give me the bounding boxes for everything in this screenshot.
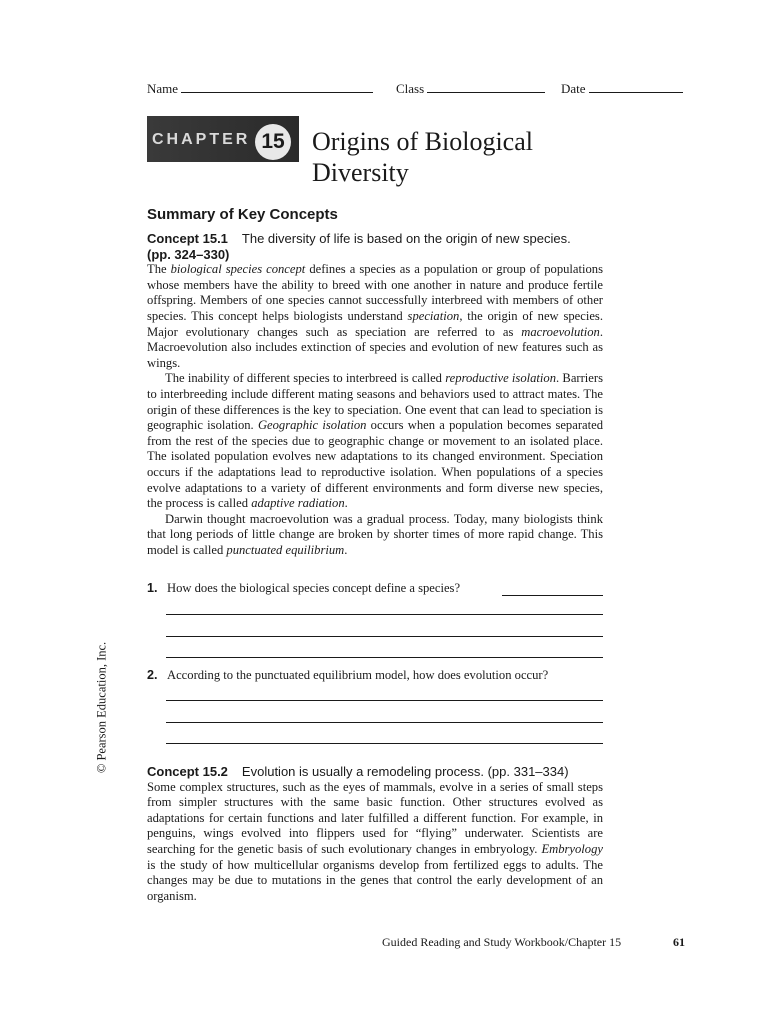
concept-15-1-pages: (pp. 324–330) bbox=[147, 246, 230, 262]
concept-15-1-para1: The biological species concept defines a species as a population or group of populations whose members have the ability to breed with one another in nature and produce fertile offspring. Members of one species cannot successfully interbreed with members of other species. This concept helps biologists understand speciation, the origin of new species. Major evolutionary changes such as speciation are referred to as macroevolution. Macroevolution also includes extinction of species and evolution of new features such as wings. bbox=[147, 262, 604, 370]
question-1-text: How does the biological species concept define a species? bbox=[167, 581, 461, 595]
term-speciation: speciation bbox=[407, 308, 460, 323]
answer-2-line-1[interactable] bbox=[166, 700, 603, 701]
chapter-title-line1: Origins of Biological bbox=[312, 127, 533, 156]
name-input-line[interactable] bbox=[181, 80, 373, 93]
class-field-row bbox=[396, 80, 545, 97]
question-1-number: 1. bbox=[147, 581, 158, 595]
class-label: Class bbox=[396, 81, 425, 96]
term-biological-species-concept: biological species concept bbox=[170, 262, 306, 277]
concept-15-1-label: Concept 15.1 bbox=[147, 231, 228, 246]
term-adaptive-radiation: adaptive radiation bbox=[251, 496, 345, 511]
date-input-line[interactable] bbox=[589, 80, 683, 93]
answer-1-line-0[interactable] bbox=[502, 595, 603, 596]
concept-15-2-label: Concept 15.2 bbox=[147, 764, 228, 779]
name-field-row bbox=[147, 80, 373, 97]
concept-15-2-para: Some complex structures, such as the eyes of mammals, evolve in a series of small steps from simpler structures with the same basic function. Other structures evolved as adaptations for certain functions and later fulfilled a different function. For example, in penguins, wings evolved into flippers used for “flying” underwater. Scientists are searching for the genetic basis of such evolutionary changes in embryology. Embryology is the study of how multicellular organisms develop from fertilized eggs to adults. The changes may be due to mutations in the genes that control the early development of an organism. bbox=[147, 779, 603, 903]
concept-15-1-description: The diversity of life is based on the origin of new species. bbox=[241, 231, 571, 246]
term-macroevolution: macroevolution bbox=[521, 324, 600, 339]
question-1 bbox=[147, 581, 460, 596]
concept-15-2-description: Evolution is usually a remodeling process. (pp. 331–334) bbox=[241, 764, 569, 779]
term-reproductive-isolation: reproductive isolation bbox=[445, 371, 557, 386]
question-2 bbox=[147, 668, 548, 683]
question-2-text: According to the punctuated equilibrium model, how does evolution occur? bbox=[167, 668, 549, 682]
term-geographic-isolation: Geographic isolation bbox=[257, 418, 367, 433]
chapter-title bbox=[312, 126, 612, 188]
answer-2-line-2[interactable] bbox=[166, 722, 603, 723]
term-punctuated-equilibrium: punctuated equilibrium bbox=[226, 542, 345, 557]
term-embryology: Embryology bbox=[541, 841, 603, 856]
concept-15-2-heading bbox=[147, 764, 603, 780]
name-label: Name bbox=[147, 81, 179, 96]
answer-2-line-3[interactable] bbox=[166, 743, 603, 744]
page-number: 61 bbox=[673, 935, 685, 949]
concept-15-1 bbox=[147, 231, 603, 558]
footer-book-title: Guided Reading and Study Workbook/Chapter 15 bbox=[382, 935, 622, 949]
concept-15-1-para3: Darwin thought macroevolution was a gradual process. Today, many biologists think that long periods of little change are broken by shorter times of more rapid change. This model is called punctuated equilibrium. bbox=[147, 511, 603, 557]
answer-1-line-1[interactable] bbox=[166, 614, 603, 615]
date-label: Date bbox=[561, 81, 586, 96]
summary-heading: Summary of Key Concepts bbox=[147, 206, 338, 223]
question-2-number: 2. bbox=[147, 668, 158, 682]
answer-1-line-3[interactable] bbox=[166, 657, 603, 658]
class-input-line[interactable] bbox=[427, 80, 545, 93]
concept-15-1-heading bbox=[147, 231, 603, 247]
chapter-title-line2: Diversity bbox=[312, 158, 409, 187]
date-field-row bbox=[561, 80, 683, 97]
concept-15-2 bbox=[147, 764, 603, 904]
answer-1-line-2[interactable] bbox=[166, 636, 603, 637]
copyright-sidebar: © Pearson Education, Inc. bbox=[94, 641, 109, 774]
chapter-word: CHAPTER bbox=[152, 131, 251, 148]
concept-15-1-para2: The inability of different species to interbreed is called reproductive isolation. Barriers to interbreeding include different mating seasons and behaviors used to attract mates. The origin of these differences is the key to speciation. One event that can lead to speciation is geographic isolation. Geographic isolation occurs when a population becomes separated from the rest of the species due to geographic change or movement to an isolated place. The isolated population evolves new adaptations to its changed environment. Speciation occurs if the adaptations lead to reproductive isolation. When populations of a species evolve adaptations to a variety of different environments and form diverse new species, the process is called adaptive radiation. bbox=[147, 371, 603, 511]
chapter-number: 15 bbox=[255, 124, 291, 160]
